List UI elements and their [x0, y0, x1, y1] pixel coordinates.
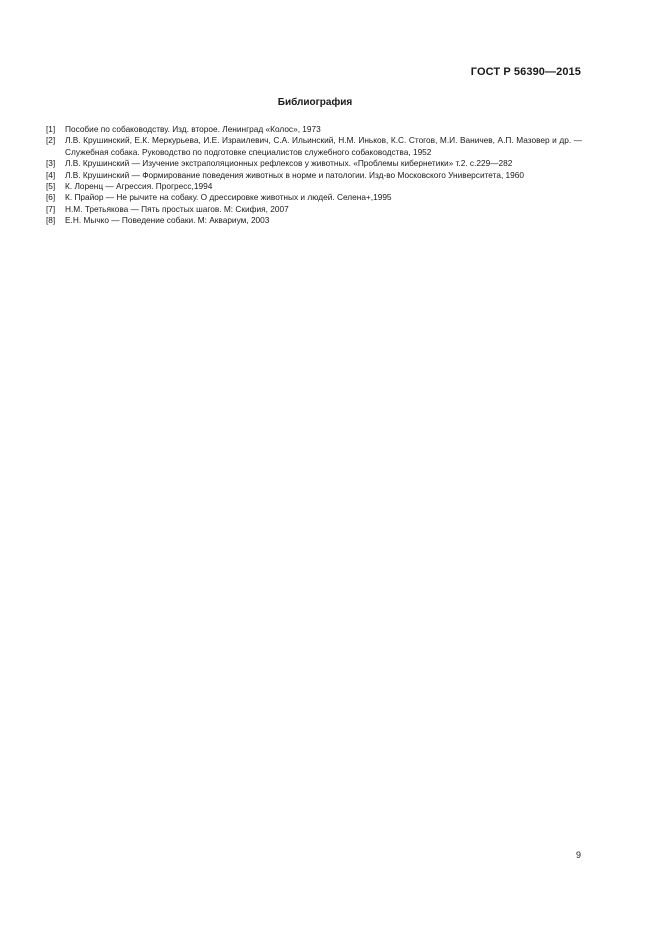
- bibliography-entry: [46, 158, 582, 169]
- entry-text: Л.В. Крушинский — Изучение экстраполяционных рефлексов у животных. «Проблемы кибернетики» т.2. с.229—282: [65, 158, 513, 169]
- entry-text: Л.В. Крушинский — Формирование поведения животных в норме и патологии. Изд-во Московского Университета, 1960: [65, 169, 525, 180]
- entry-number: [4]: [46, 169, 56, 180]
- bibliography-entry: [46, 124, 582, 135]
- page-number: 9: [575, 850, 581, 860]
- entry-text: Пособие по собаководству. Изд. второе. Ленинград «Колос», 1973: [65, 124, 321, 134]
- entry-number: [5]: [46, 181, 56, 192]
- bibliography-entry: [46, 135, 582, 158]
- document-code: ГОСТ Р 56390—2015: [470, 66, 581, 78]
- entry-number: [1]: [46, 124, 56, 134]
- entry-text: Н.М. Третьякова — Пять простых шагов. М: Скифия, 2007: [65, 203, 289, 214]
- entry-text: Е.Н. Мычко — Поведение собаки. М: Аквариум, 2003: [65, 215, 270, 226]
- entry-text: К. Лоренц — Агрессия. Прогресс,1994: [65, 181, 213, 192]
- bibliography-entry: [46, 181, 582, 192]
- entry-number: [8]: [46, 215, 56, 226]
- entry-number: [7]: [46, 203, 56, 214]
- entry-number: [6]: [46, 192, 56, 203]
- bibliography-entry: [46, 215, 582, 226]
- bibliography-entry: [46, 192, 582, 203]
- bibliography-list: [46, 124, 582, 227]
- entry-text: К. Прайор — Не рычите на собаку. О дрессировке животных и людей. Селена+,1995: [65, 192, 392, 203]
- entry-number: [3]: [46, 158, 56, 169]
- bibliography-title: Библиография: [277, 97, 353, 108]
- bibliography-entry: [46, 204, 582, 215]
- bibliography-entry: [46, 170, 582, 181]
- entry-text: Л.В. Крушинский, Е.К. Меркурьева, И.Е. Израилевич, С.А. Ильинский, Н.М. Иньков, К.С. Стогов, М.И. Ваничев, А.П. Мазовер и др. — Служебная собака. Руководство по подготовке специалистов служебного собаководства, 1952: [65, 135, 582, 157]
- entry-number: [2]: [46, 135, 56, 146]
